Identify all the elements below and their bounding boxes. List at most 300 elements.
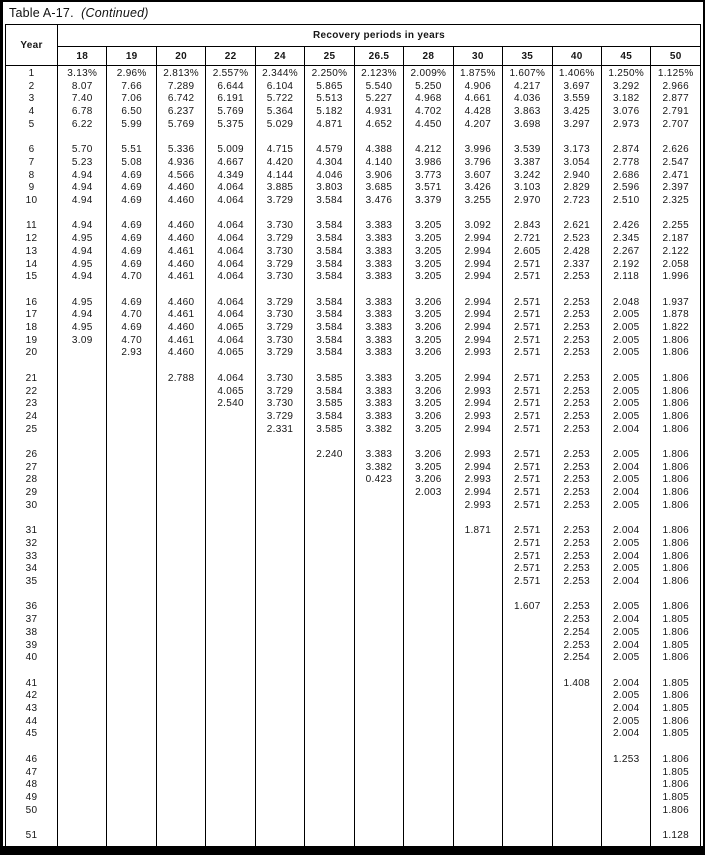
table-row <box>6 728 701 741</box>
value-cell: 4.94 <box>58 220 107 233</box>
table-row <box>6 652 701 665</box>
value-cell <box>206 640 255 653</box>
value-cell <box>503 779 552 792</box>
spacer-cell <box>453 589 502 602</box>
value-cell <box>156 449 205 462</box>
value-cell <box>404 652 453 665</box>
value-cell: 4.460 <box>156 233 205 246</box>
value-cell: 3.383 <box>354 246 403 259</box>
value-cell: 2.994 <box>453 259 502 272</box>
value-cell: 3.698 <box>503 119 552 132</box>
year-column-header: Year <box>6 25 58 66</box>
table-row <box>6 411 701 424</box>
spacer-cell <box>404 132 453 145</box>
value-cell: 2.253 <box>552 601 601 614</box>
value-cell <box>255 716 304 729</box>
value-cell: 4.94 <box>58 182 107 195</box>
value-cell: 2.877 <box>651 93 701 106</box>
value-cell: 4.94 <box>58 170 107 183</box>
value-cell: 2.004 <box>601 487 650 500</box>
spacer-cell <box>206 817 255 830</box>
value-cell <box>255 703 304 716</box>
value-cell: 6.78 <box>58 106 107 119</box>
value-cell <box>107 640 156 653</box>
spacer-cell <box>354 436 403 449</box>
spacer-cell <box>601 132 650 145</box>
value-cell <box>404 754 453 767</box>
value-cell: 2.005 <box>601 398 650 411</box>
value-cell: 1.408 <box>552 678 601 691</box>
value-cell: 4.94 <box>58 246 107 259</box>
table-row <box>6 767 701 780</box>
value-cell: 3.584 <box>305 347 354 360</box>
value-cell <box>503 830 552 843</box>
year-cell: 36 <box>6 601 58 614</box>
value-cell <box>404 614 453 627</box>
value-cell: 2.471 <box>651 170 701 183</box>
spacer-cell <box>156 741 205 754</box>
value-cell: 4.95 <box>58 233 107 246</box>
value-cell: 2.540 <box>206 398 255 411</box>
value-cell <box>453 792 502 805</box>
value-cell <box>503 716 552 729</box>
value-cell <box>58 563 107 576</box>
value-cell <box>404 805 453 818</box>
spacer-cell <box>601 360 650 373</box>
value-cell <box>503 640 552 653</box>
value-cell: 3.205 <box>404 246 453 259</box>
value-cell: 2.571 <box>503 551 552 564</box>
value-cell: 4.579 <box>305 144 354 157</box>
value-cell <box>305 703 354 716</box>
value-cell: 2.571 <box>503 373 552 386</box>
value-cell: 2.397 <box>651 182 701 195</box>
recovery-period-column-header: 28 <box>404 47 453 66</box>
value-cell: 4.95 <box>58 297 107 310</box>
value-cell <box>354 678 403 691</box>
value-cell: 4.304 <box>305 157 354 170</box>
value-cell: 3.729 <box>255 386 304 399</box>
value-cell <box>255 525 304 538</box>
spacer-cell <box>58 589 107 602</box>
value-cell: 2.344% <box>255 66 304 81</box>
value-cell <box>206 563 255 576</box>
value-cell: 3.559 <box>552 93 601 106</box>
value-cell <box>156 703 205 716</box>
value-cell <box>255 779 304 792</box>
value-cell: 1.805 <box>651 640 701 653</box>
spacer-cell <box>255 741 304 754</box>
spacer-cell <box>404 284 453 297</box>
spacer-cell <box>6 284 58 297</box>
year-cell: 3 <box>6 93 58 106</box>
value-cell: 2.571 <box>503 259 552 272</box>
depreciation-table <box>5 24 701 852</box>
value-cell <box>453 538 502 551</box>
value-cell: 3.729 <box>255 411 304 424</box>
value-cell: 1.253 <box>601 754 650 767</box>
value-cell <box>305 690 354 703</box>
table-row <box>6 195 701 208</box>
value-cell <box>107 398 156 411</box>
value-cell: 0.423 <box>354 474 403 487</box>
year-cell: 38 <box>6 627 58 640</box>
spacer-cell <box>305 208 354 221</box>
value-cell: 2.325 <box>651 195 701 208</box>
value-cell: 4.140 <box>354 157 403 170</box>
value-cell <box>305 678 354 691</box>
value-cell <box>58 449 107 462</box>
spacer-cell <box>107 589 156 602</box>
value-cell <box>305 627 354 640</box>
value-cell: 3.054 <box>552 157 601 170</box>
value-cell <box>206 614 255 627</box>
value-cell <box>107 601 156 614</box>
value-cell <box>503 690 552 703</box>
value-cell <box>156 716 205 729</box>
spacer-cell <box>107 208 156 221</box>
value-cell <box>404 500 453 513</box>
table-row <box>6 525 701 538</box>
value-cell: 5.51 <box>107 144 156 157</box>
spacer-cell <box>651 284 701 297</box>
value-cell: 2.973 <box>601 119 650 132</box>
value-cell: 2.966 <box>651 81 701 94</box>
value-cell <box>354 716 403 729</box>
value-cell <box>305 551 354 564</box>
value-cell <box>453 716 502 729</box>
value-cell <box>206 551 255 564</box>
value-cell: 4.461 <box>156 309 205 322</box>
table-row <box>6 144 701 157</box>
value-cell <box>58 347 107 360</box>
spacer-cell <box>354 360 403 373</box>
value-cell: 2.253 <box>552 424 601 437</box>
value-cell <box>404 525 453 538</box>
table-row <box>6 703 701 716</box>
value-cell <box>58 716 107 729</box>
value-cell: 4.461 <box>156 335 205 348</box>
value-cell <box>354 538 403 551</box>
spacer-cell <box>156 208 205 221</box>
value-cell <box>206 703 255 716</box>
value-cell <box>404 551 453 564</box>
value-cell: 3.729 <box>255 347 304 360</box>
value-cell <box>255 462 304 475</box>
value-cell: 2.994 <box>453 233 502 246</box>
value-cell <box>58 690 107 703</box>
spacer-cell <box>503 817 552 830</box>
spacer-cell <box>6 741 58 754</box>
value-cell: 3.103 <box>503 182 552 195</box>
value-cell <box>107 538 156 551</box>
value-cell: 4.064 <box>206 259 255 272</box>
value-cell <box>156 411 205 424</box>
spacer-cell <box>503 665 552 678</box>
table-row <box>6 81 701 94</box>
value-cell: 2.250% <box>305 66 354 81</box>
value-cell: 2.005 <box>601 500 650 513</box>
spacer-cell <box>354 665 403 678</box>
value-cell: 2.96% <box>107 66 156 81</box>
value-cell <box>206 805 255 818</box>
spacer-cell <box>503 741 552 754</box>
value-cell <box>255 792 304 805</box>
value-cell <box>453 614 502 627</box>
value-cell <box>156 614 205 627</box>
table-row <box>6 449 701 462</box>
table-row <box>6 601 701 614</box>
spacer-cell <box>107 132 156 145</box>
value-cell: 3.996 <box>453 144 502 157</box>
value-cell: 6.742 <box>156 93 205 106</box>
value-cell: 1.607% <box>503 66 552 81</box>
value-cell: 5.029 <box>255 119 304 132</box>
value-cell: 2.003 <box>404 487 453 500</box>
spacer-cell <box>601 665 650 678</box>
value-cell: 2.004 <box>601 678 650 691</box>
recovery-period-column-header: 26.5 <box>354 47 403 66</box>
value-cell <box>107 792 156 805</box>
value-cell: 3.697 <box>552 81 601 94</box>
value-cell: 4.94 <box>58 309 107 322</box>
value-cell: 4.420 <box>255 157 304 170</box>
value-cell: 2.009% <box>404 66 453 81</box>
value-cell: 4.69 <box>107 170 156 183</box>
value-cell: 2.557% <box>206 66 255 81</box>
value-cell: 1.871 <box>453 525 502 538</box>
year-cell: 40 <box>6 652 58 665</box>
value-cell: 4.94 <box>58 195 107 208</box>
value-cell <box>206 716 255 729</box>
value-cell: 2.707 <box>651 119 701 132</box>
spacer-cell <box>552 208 601 221</box>
spacer-cell <box>354 817 403 830</box>
value-cell: 2.994 <box>453 322 502 335</box>
value-cell <box>58 551 107 564</box>
spacer-cell <box>58 665 107 678</box>
table-row <box>6 309 701 322</box>
value-cell <box>255 830 304 843</box>
value-cell <box>453 678 502 691</box>
value-cell <box>255 652 304 665</box>
value-cell <box>354 728 403 741</box>
value-cell: 2.253 <box>552 576 601 589</box>
value-cell: 2.994 <box>453 246 502 259</box>
value-cell <box>107 576 156 589</box>
value-cell: 2.993 <box>453 500 502 513</box>
value-cell: 4.69 <box>107 246 156 259</box>
value-cell: 2.004 <box>601 551 650 564</box>
value-cell: 3.205 <box>404 335 453 348</box>
value-cell <box>404 563 453 576</box>
value-cell: 4.065 <box>206 386 255 399</box>
value-cell: 4.968 <box>404 93 453 106</box>
recovery-period-column-header: 50 <box>651 47 701 66</box>
value-cell: 3.242 <box>503 170 552 183</box>
table-row <box>6 106 701 119</box>
value-cell <box>156 563 205 576</box>
value-cell: 3.206 <box>404 386 453 399</box>
spacer-cell <box>255 589 304 602</box>
spacer-cell <box>651 360 701 373</box>
year-cell: 19 <box>6 335 58 348</box>
value-cell <box>354 576 403 589</box>
value-cell <box>404 678 453 691</box>
value-cell: 2.267 <box>601 246 650 259</box>
spacer-cell <box>6 436 58 449</box>
spacer-row <box>6 843 701 852</box>
value-cell: 2.994 <box>453 335 502 348</box>
year-cell: 13 <box>6 246 58 259</box>
value-cell: 2.994 <box>453 271 502 284</box>
value-cell: 2.005 <box>601 449 650 462</box>
value-cell <box>58 386 107 399</box>
value-cell: 2.994 <box>453 297 502 310</box>
table-row <box>6 576 701 589</box>
value-cell <box>156 627 205 640</box>
value-cell: 2.523 <box>552 233 601 246</box>
table-row <box>6 157 701 170</box>
value-cell: 4.69 <box>107 195 156 208</box>
value-cell: 3.379 <box>404 195 453 208</box>
value-cell: 3.906 <box>354 170 403 183</box>
spacer-cell <box>601 436 650 449</box>
spacer-cell <box>354 741 403 754</box>
value-cell: 3.584 <box>305 386 354 399</box>
table-row <box>6 754 701 767</box>
spacer-cell <box>156 360 205 373</box>
spacer-cell <box>404 843 453 852</box>
value-cell <box>552 690 601 703</box>
recovery-period-column-header: 25 <box>305 47 354 66</box>
spacer-cell <box>255 284 304 297</box>
spacer-cell <box>6 360 58 373</box>
value-cell <box>404 538 453 551</box>
value-cell <box>305 563 354 576</box>
spacer-cell <box>58 513 107 526</box>
value-cell: 3.584 <box>305 411 354 424</box>
value-cell: 2.994 <box>453 487 502 500</box>
value-cell: 2.571 <box>503 424 552 437</box>
recovery-period-column-header: 45 <box>601 47 650 66</box>
value-cell <box>354 805 403 818</box>
value-cell: 3.383 <box>354 322 403 335</box>
value-cell: 1.806 <box>651 805 701 818</box>
value-cell: 4.69 <box>107 233 156 246</box>
value-cell: 4.144 <box>255 170 304 183</box>
value-cell <box>156 500 205 513</box>
value-cell: 3.205 <box>404 271 453 284</box>
value-cell <box>206 678 255 691</box>
recovery-periods-header: Recovery periods in years <box>58 25 701 47</box>
value-cell <box>305 767 354 780</box>
table-row <box>6 271 701 284</box>
value-cell: 4.460 <box>156 347 205 360</box>
spacer-cell <box>651 208 701 221</box>
value-cell: 2.005 <box>601 322 650 335</box>
value-cell: 3.796 <box>453 157 502 170</box>
value-cell: 2.571 <box>503 474 552 487</box>
spacer-cell <box>453 843 502 852</box>
value-cell <box>453 640 502 653</box>
value-cell: 4.036 <box>503 93 552 106</box>
value-cell <box>156 576 205 589</box>
value-cell: 2.253 <box>552 551 601 564</box>
value-cell <box>255 487 304 500</box>
value-cell <box>354 640 403 653</box>
value-cell <box>156 462 205 475</box>
value-cell <box>552 716 601 729</box>
value-cell <box>156 652 205 665</box>
value-cell <box>156 728 205 741</box>
value-cell <box>107 563 156 576</box>
year-cell: 20 <box>6 347 58 360</box>
value-cell: 2.005 <box>601 309 650 322</box>
value-cell: 4.715 <box>255 144 304 157</box>
value-cell <box>156 601 205 614</box>
spacer-cell <box>6 817 58 830</box>
value-cell: 2.93 <box>107 347 156 360</box>
value-cell <box>156 386 205 399</box>
value-cell: 5.722 <box>255 93 304 106</box>
year-cell: 29 <box>6 487 58 500</box>
spacer-cell <box>601 817 650 830</box>
spacer-cell <box>651 132 701 145</box>
value-cell <box>255 538 304 551</box>
spacer-row <box>6 132 701 145</box>
spacer-cell <box>6 589 58 602</box>
spacer-cell <box>552 513 601 526</box>
value-cell <box>206 462 255 475</box>
year-cell: 6 <box>6 144 58 157</box>
value-cell: 3.383 <box>354 297 403 310</box>
value-cell: 7.06 <box>107 93 156 106</box>
value-cell: 4.212 <box>404 144 453 157</box>
value-cell: 4.652 <box>354 119 403 132</box>
table-row <box>6 474 701 487</box>
table-row <box>6 563 701 576</box>
value-cell: 3.584 <box>305 322 354 335</box>
value-cell: 1.806 <box>651 563 701 576</box>
value-cell: 3.383 <box>354 411 403 424</box>
value-cell <box>107 728 156 741</box>
spacer-cell <box>58 436 107 449</box>
spacer-cell <box>255 843 304 852</box>
spacer-cell <box>107 817 156 830</box>
table-row <box>6 119 701 132</box>
spacer-cell <box>404 436 453 449</box>
spacer-cell <box>305 284 354 297</box>
table-row <box>6 297 701 310</box>
spacer-cell <box>601 589 650 602</box>
table-row <box>6 805 701 818</box>
value-cell: 4.460 <box>156 322 205 335</box>
value-cell <box>305 487 354 500</box>
table-row <box>6 246 701 259</box>
value-cell: 3.729 <box>255 297 304 310</box>
value-cell <box>156 525 205 538</box>
value-cell: 4.460 <box>156 182 205 195</box>
value-cell <box>354 601 403 614</box>
value-cell: 1.806 <box>651 690 701 703</box>
value-cell: 3.571 <box>404 182 453 195</box>
value-cell: 2.571 <box>503 462 552 475</box>
spacer-cell <box>503 360 552 373</box>
value-cell: 3.173 <box>552 144 601 157</box>
value-cell: 2.253 <box>552 640 601 653</box>
value-cell: 1.806 <box>651 462 701 475</box>
